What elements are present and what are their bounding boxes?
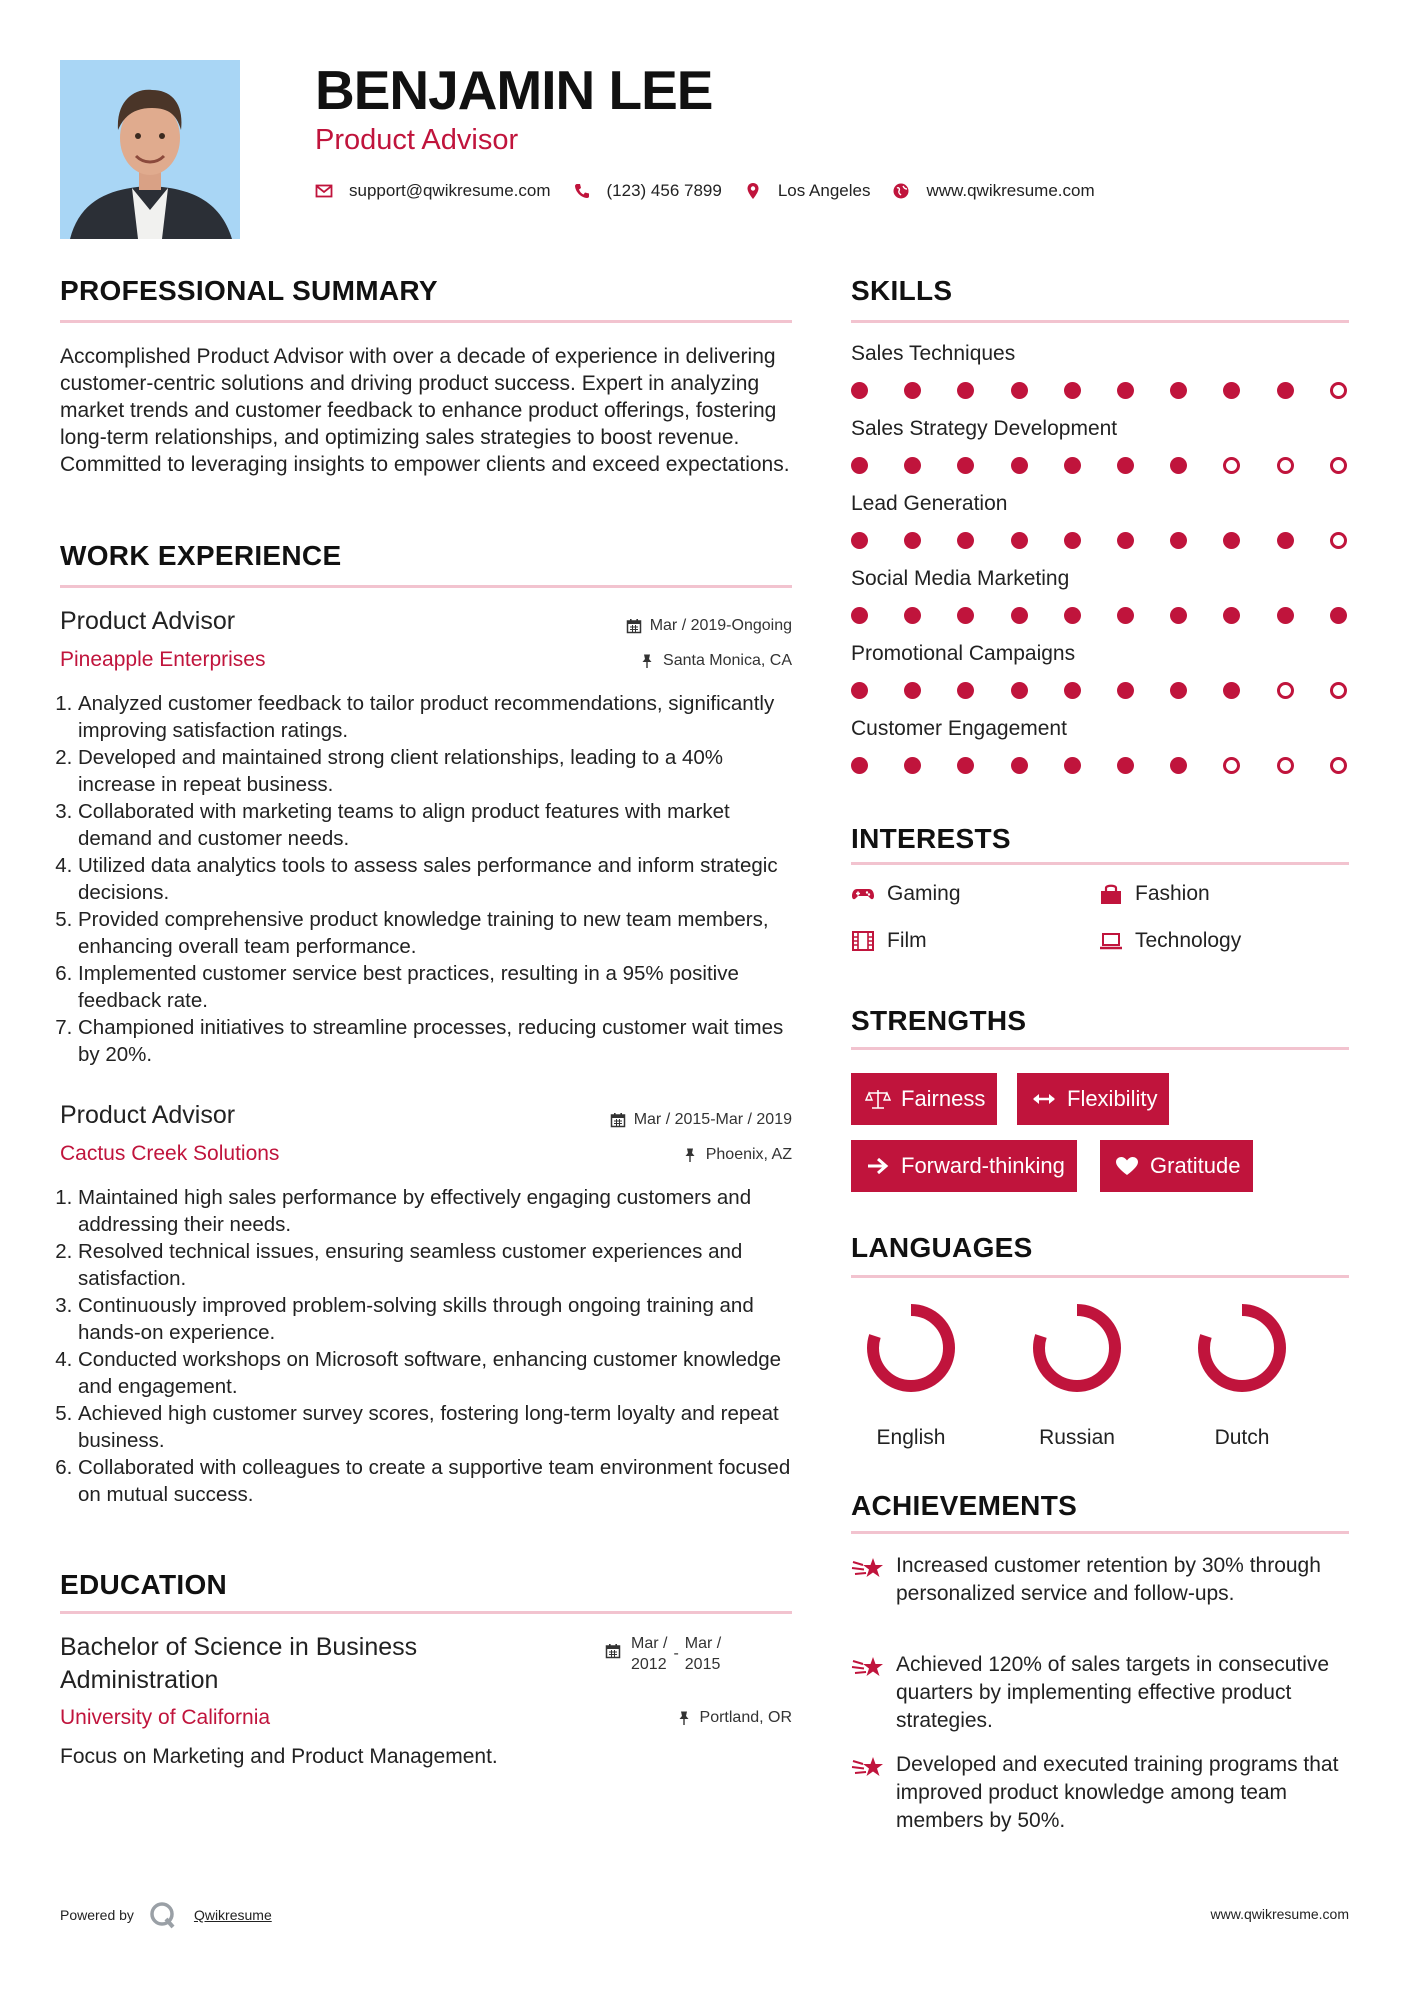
experience-rule [60,585,792,588]
powered-by-text: Powered by [60,1907,134,1923]
experience-heading: WORK EXPERIENCE [60,540,342,571]
duty-item: 7. Championed initiatives to streamline processes, reducing customer wait times by 20%. [78,1014,792,1068]
degree-title: Bachelor of Science in Business Administration [60,1633,418,1694]
rating-dot-filled [851,607,868,624]
contact-location [744,181,871,201]
strength-badge [851,1140,1077,1192]
rating-dot-filled [1170,382,1187,399]
education-start-month: Mar / [631,1635,668,1652]
education-dates [605,1633,721,1675]
interest-label: Technology [1135,929,1242,952]
footer-website[interactable]: www.qwikresume.com [1210,1906,1349,1922]
rating-dot-filled [904,532,921,549]
film-icon [851,930,875,952]
rating-dot-filled [957,457,974,474]
rating-dot-empty [1330,532,1347,549]
school-name: University of California [60,1706,271,1729]
candidate-name: BENJAMIN LEE [315,59,713,121]
rating-dot-filled [1223,607,1240,624]
arrow-right-icon [865,1155,891,1177]
rating-dot-filled [1117,607,1134,624]
pushpin-icon [676,1710,692,1726]
rating-dot-filled [1064,382,1081,399]
achievement-item [851,1751,1351,1835]
language-item [1172,1298,1312,1450]
job-company: Pineapple Enterprises [60,648,266,671]
summary-heading: PROFESSIONAL SUMMARY [60,275,438,306]
rating-dot-filled [851,457,868,474]
strength-label: Fairness [901,1086,986,1111]
duty-item: 3. Collaborated with marketing teams to align product features with market demand and customer needs. [78,798,792,852]
contact-email[interactable] [315,181,551,201]
language-level-arc [1204,1310,1280,1386]
job-title: Product Advisor [60,1101,236,1129]
strengths-heading: STRENGTHS [851,1005,1027,1036]
duty-item: 2. Developed and maintained strong client relationships, leading to a 40% increase in repeat business. [78,744,792,798]
rating-dot-filled [851,757,868,774]
rating-dot-filled [1277,382,1294,399]
shooting-star-icon [851,1753,885,1783]
rating-dot-filled [957,757,974,774]
rating-dot-filled [1011,532,1028,549]
rating-dot-empty [1330,757,1347,774]
language-item [1007,1298,1147,1450]
skill-rating [851,457,1351,477]
job-company: Cactus Creek Solutions [60,1142,280,1165]
rating-dot-filled [1011,382,1028,399]
rating-dot-filled [851,682,868,699]
skill-name: Social Media Marketing [851,567,1070,590]
rating-dot-empty [1277,457,1294,474]
rating-dot-filled [1064,532,1081,549]
rating-dot-filled [1223,382,1240,399]
rating-dot-filled [904,682,921,699]
laptop-icon [1099,930,1123,952]
rating-dot-filled [904,757,921,774]
job-date [626,617,792,635]
duty-item: 3. Continuously improved problem-solving skills through ongoing training and hands-on experience. [78,1292,792,1346]
language-level-arc [873,1310,949,1386]
shopping-bag-icon [1099,883,1123,905]
rating-dot-filled [957,532,974,549]
rating-dot-filled [1064,682,1081,699]
education-start [631,1633,667,1675]
rating-dot-filled [1011,682,1028,699]
strength-badge [851,1073,997,1125]
rating-dot-filled [1117,757,1134,774]
language-ring [1192,1298,1292,1398]
location-text: Los Angeles [777,181,871,200]
rating-dot-filled [1011,757,1028,774]
phone-icon [573,182,591,200]
rating-dot-empty [1223,757,1240,774]
rating-dot-filled [1117,457,1134,474]
interest-item [851,882,961,906]
rating-dot-filled [1277,607,1294,624]
pushpin-icon [682,1147,698,1163]
job-location-text: Phoenix, AZ [705,1146,792,1163]
job-location [682,1146,792,1164]
rating-dot-filled [1117,682,1134,699]
education-heading: EDUCATION [60,1569,228,1600]
pushpin-icon [639,653,655,669]
candidate-title: Product Advisor [315,124,519,156]
duty-item: 5. Achieved high customer survey scores, fostering long-term loyalty and repeat business. [78,1400,792,1454]
rating-dot-filled [957,607,974,624]
job-title: Product Advisor [60,607,236,635]
profile-photo [60,60,240,239]
calendar-icon [610,1112,626,1128]
education-date-separator: - [673,1645,679,1662]
languages-rule [851,1275,1349,1278]
interest-item [1099,929,1241,953]
qwikresume-logo-icon [148,1900,178,1930]
contact-website[interactable] [892,181,1094,201]
strength-label: Gratitude [1150,1153,1241,1178]
skill-name: Sales Techniques [851,342,1016,365]
rating-dot-filled [1064,457,1081,474]
language-ring [861,1298,961,1398]
language-item [841,1298,981,1450]
rating-dot-filled [1117,532,1134,549]
language-level-arc [1039,1310,1115,1386]
arrows-horizontal-icon [1031,1088,1057,1110]
skill-rating [851,757,1351,777]
skill-name: Promotional Campaigns [851,642,1076,665]
contact-bar [315,176,1117,206]
skill-rating [851,382,1351,402]
education-start-year: 2012 [631,1656,667,1673]
strength-label: Forward-thinking [901,1153,1065,1178]
achievement-text: Achieved 120% of sales targets in consecutive quarters by implementing effective product strategies. [896,1653,1330,1732]
skill-rating [851,532,1351,552]
rating-dot-filled [851,382,868,399]
shooting-star-icon [851,1554,885,1584]
rating-dot-filled [1170,607,1187,624]
rating-dot-filled [1064,607,1081,624]
skill-name: Customer Engagement [851,717,1067,740]
duty-item: 1. Maintained high sales performance by effectively engaging customers and addressing their needs. [78,1184,792,1238]
interest-label: Gaming [887,882,961,905]
rating-dot-filled [1223,682,1240,699]
map-pin-icon [744,182,762,200]
education-description: Focus on Marketing and Product Management. [60,1745,498,1768]
duty-item: 5. Provided comprehensive product knowledge training to new team members, enhancing overall team performance. [78,906,792,960]
envelope-icon [315,182,333,200]
duty-item: 6. Collaborated with colleagues to create a supportive team environment focused on mutual success. [78,1454,792,1508]
education-end-year: 2015 [684,1656,721,1673]
summary-text: Accomplished Product Advisor with over a decade of experience in delivering customer-centric solutions and driving product success. Expert in analyzing market trends and customer feedback to enhance product offerings, fostering long-term relationships, and optimizing sales strategies to boost revenue. Committed to leveraging insights to empower clients and exceed expectations. [60,345,790,476]
language-name: Russian [1039,1426,1115,1449]
interests-heading: INTERESTS [851,823,1011,854]
skills-rule [851,320,1349,323]
language-name: English [876,1426,946,1449]
duty-item: 2. Resolved technical issues, ensuring seamless customer experiences and satisfaction. [78,1238,792,1292]
interests-rule [851,862,1349,865]
rating-dot-filled [1277,532,1294,549]
education-end-month: Mar / [684,1635,722,1652]
rating-dot-filled [1170,532,1187,549]
job-duties-list [60,1184,792,1508]
duty-item: 6. Implemented customer service best practices, resulting in a 95% positive feedback rate. [78,960,792,1014]
skill-rating [851,607,1351,627]
job-location-text: Santa Monica, CA [663,652,792,669]
email-text: support@qwikresume.com [349,181,551,200]
rating-dot-empty [1277,757,1294,774]
gamepad-icon [851,883,875,905]
rating-dot-filled [1170,757,1187,774]
rating-dot-filled [904,607,921,624]
rating-dot-filled [957,382,974,399]
rating-dot-empty [1330,457,1347,474]
calendar-icon [605,1643,621,1659]
skills-heading: SKILLS [851,275,953,306]
interest-label: Film [887,929,927,952]
interest-item [1099,882,1210,906]
portrait-illustration [60,60,240,239]
education-location [676,1709,792,1727]
phone-text: (123) 456 7899 [606,181,722,200]
shooting-star-icon [851,1653,885,1683]
job-duties-list [60,690,792,1068]
rating-dot-filled [904,382,921,399]
rating-dot-empty [1330,382,1347,399]
achievement-item [851,1552,1351,1608]
strength-label: Flexibility [1067,1086,1158,1111]
rating-dot-filled [1011,457,1028,474]
skill-name: Lead Generation [851,492,1008,515]
duty-item: 4. Utilized data analytics tools to assess sales performance and inform strategic decisions. [78,852,792,906]
job-date-text: Mar / 2019-Ongoing [649,617,792,634]
rating-dot-filled [1011,607,1028,624]
interest-label: Fashion [1135,882,1210,905]
globe-icon [892,182,910,200]
languages-heading: LANGUAGES [851,1232,1033,1263]
rating-dot-empty [1330,682,1347,699]
duty-item: 4. Conducted workshops on Microsoft software, enhancing customer knowledge and engagement. [78,1346,792,1400]
rating-dot-filled [1117,382,1134,399]
achievement-item [851,1651,1351,1735]
language-name: Dutch [1214,1426,1270,1449]
rating-dot-filled [1170,457,1187,474]
achievements-heading: ACHIEVEMENTS [851,1490,1078,1521]
education-location-text: Portland, OR [699,1709,792,1726]
job-location [639,652,792,670]
strength-badge [1017,1073,1169,1125]
rating-dot-filled [1064,757,1081,774]
rating-dot-filled [851,532,868,549]
job-date-text: Mar / 2015-Mar / 2019 [633,1111,792,1128]
duty-item: 1. Analyzed customer feedback to tailor product recommendations, significantly improving satisfaction ratings. [78,690,792,744]
scale-icon [865,1088,891,1110]
website-text: www.qwikresume.com [926,181,1095,200]
education-rule [60,1611,792,1614]
rating-dot-filled [904,457,921,474]
calendar-icon [626,618,642,634]
rating-dot-filled [1170,682,1187,699]
summary-rule [60,320,792,323]
job-date [610,1111,792,1129]
rating-dot-empty [1223,457,1240,474]
education-end [685,1633,721,1675]
achievement-text: Increased customer retention by 30% through personalized service and follow-ups. [896,1554,1321,1605]
skill-name: Sales Strategy Development [851,417,1118,440]
skill-rating [851,682,1351,702]
rating-dot-empty [1277,682,1294,699]
language-ring [1027,1298,1127,1398]
rating-dot-filled [1223,532,1240,549]
strength-badge [1100,1140,1253,1192]
achievement-text: Developed and executed training programs that improved product knowledge among team members by 50%. [896,1753,1339,1832]
rating-dot-filled [1330,607,1347,624]
footer-powered-by [60,1900,272,1930]
contact-phone[interactable] [573,181,722,201]
achievements-rule [851,1531,1349,1534]
brand-link[interactable]: Qwikresume [193,1907,272,1923]
strengths-rule [851,1047,1349,1050]
rating-dot-filled [957,682,974,699]
interest-item [851,929,927,953]
heart-icon [1114,1155,1140,1177]
